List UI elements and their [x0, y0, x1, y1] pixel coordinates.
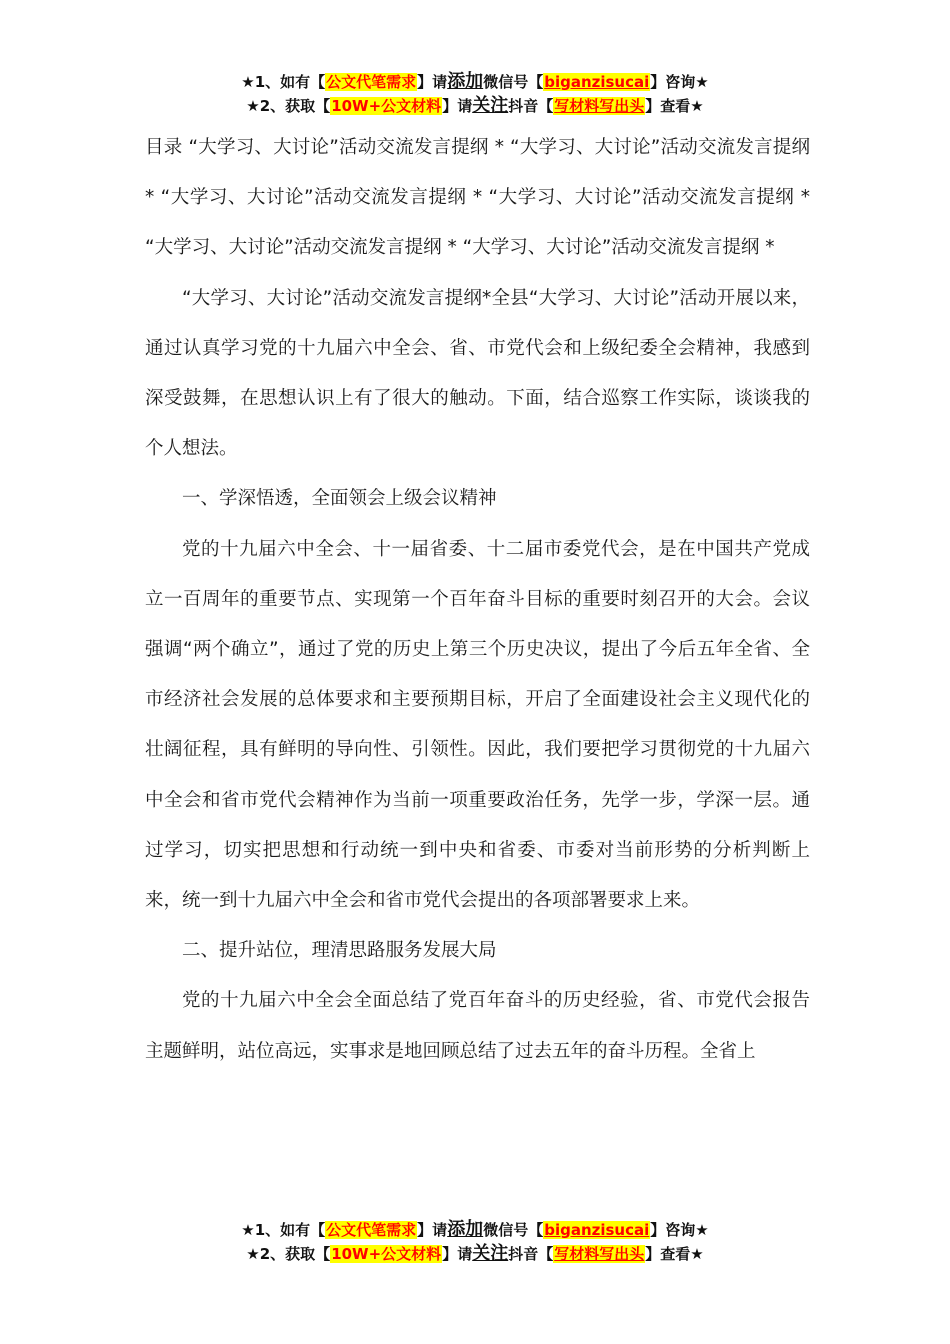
promo-line-2: ★2、获取【10W+公文材料】请关注抖音【写材料写出头】查看★	[246, 1243, 704, 1264]
promo-highlight: 公文代笔需求	[326, 1221, 417, 1239]
section-heading-1: 一、学深悟透，全面领会上级会议精神	[182, 488, 497, 510]
promo-emphasis: 添加	[447, 71, 484, 92]
header-promo-banner	[0, 70, 950, 118]
promo-line-1: ★1、如有【公文代笔需求】请添加微信号【biganzisucai】咨询★	[241, 71, 709, 92]
promo-highlight: 公文代笔需求	[326, 73, 417, 91]
section-paragraph-2: 党的十九届六中全会全面总结了党百年奋斗的历史经验，省、市党代会报告主题鲜明，站位高远，实事求是地回顾总结了过去五年的奋斗历程。全省上	[145, 990, 810, 1062]
promo-line-1: ★1、如有【公文代笔需求】请添加微信号【biganzisucai】咨询★	[241, 1219, 709, 1240]
document-body	[145, 123, 810, 1077]
promo-emphasis: 关注	[472, 1243, 509, 1264]
footer-promo-banner	[0, 1218, 950, 1266]
promo-emphasis: 添加	[447, 1219, 484, 1240]
promo-line-2: ★2、获取【10W+公文材料】请关注抖音【写材料写出头】查看★	[246, 95, 704, 116]
promo-highlight: 10W+公文材料	[331, 1245, 442, 1263]
promo-highlight: 10W+公文材料	[331, 97, 442, 115]
intro-paragraph: “大学习、大讨论”活动交流发言提纲*全县“大学习、大讨论”活动开展以来，通过认真学习党的十九届六中全会、省、市党代会和上级纪委全会精神，我感到深受鼓舞，在思想认识上有了很大的触动。下面，结合巡察工作实际，谈谈我的个人想法。	[145, 287, 810, 460]
section-paragraph-1: 党的十九届六中全会、十一届省委、十二届市委党代会，是在中国共产党成立一百周年的重要节点、实现第一个百年奋斗目标的重要时刻召开的大会。会议强调“两个确立”，通过了党的历史上第三个历史决议，提出了今后五年全省、全市经济社会发展的总体要求和主要预期目标，开启了全面建设社会主义现代化的壮阔征程，具有鲜明的导向性、引领性。因此，我们要把学习贯彻党的十九届六中全会和省市党代会精神作为当前一项重要政治任务，先学一步，学深一层。通过学习，切实把思想和行动统一到中央和省委、市委对当前形势的分析判断上来，统一到十九届六中全会和省市党代会提出的各项部署要求上来。	[145, 538, 810, 912]
promo-wechat-id: biganzisucai	[544, 73, 650, 91]
promo-douyin-id: 写材料写出头	[554, 97, 645, 115]
section-heading-2: 二、提升站位，理清思路服务发展大局	[182, 940, 497, 962]
promo-douyin-id: 写材料写出头	[554, 1245, 645, 1263]
promo-wechat-id: biganzisucai	[544, 1221, 650, 1239]
table-of-contents: 目录 “大学习、大讨论”活动交流发言提纲 * “大学习、大讨论”活动交流发言提纲 * “大学习、大讨论”活动交流发言提纲 * “大学习、大讨论”活动交流发言提纲 * “大学习、大讨论”活动交流发言提纲 * “大学习、大讨论”活动交流发言提纲 *	[145, 137, 810, 259]
promo-emphasis: 关注	[472, 95, 509, 116]
